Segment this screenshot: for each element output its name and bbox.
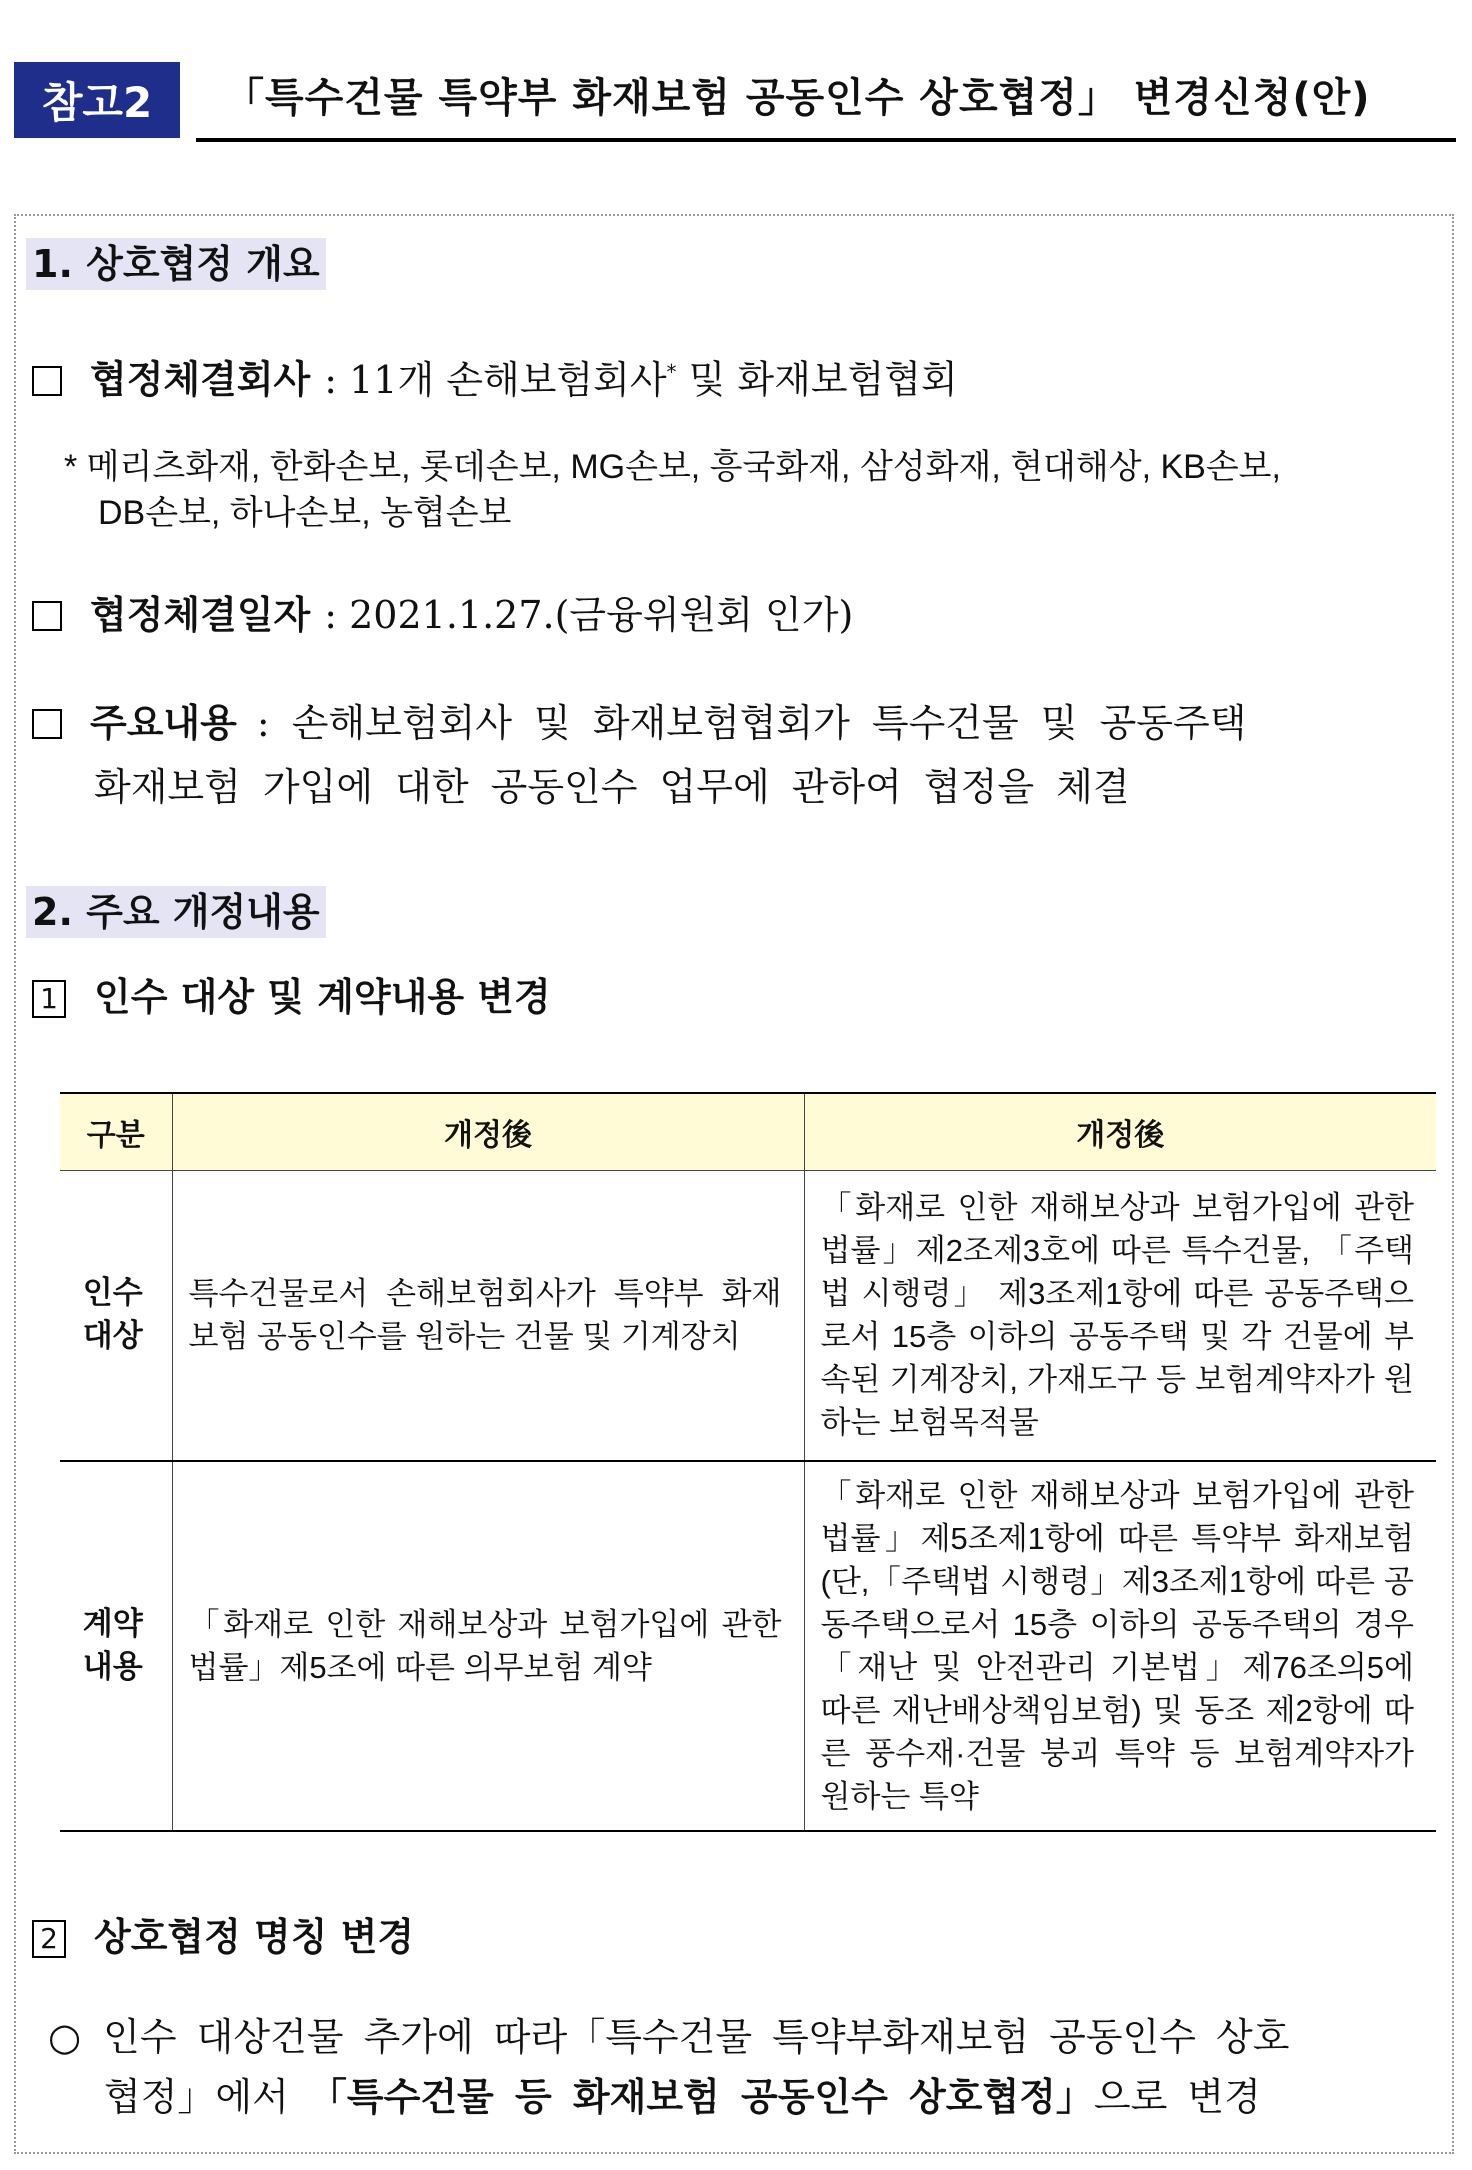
content-line1: : 손해보험회사 및 화재보험협회가 특수건물 및 공동주택 bbox=[256, 701, 1247, 745]
row-category: 인수 대상 bbox=[60, 1171, 172, 1461]
change-line2 bbox=[104, 2068, 1261, 2126]
table-header-row bbox=[60, 1093, 1436, 1171]
document-header bbox=[14, 54, 1454, 142]
col-header-after: 개정後 bbox=[804, 1093, 1436, 1171]
member-note-line2: DB손보, 하나손보, 농협손보 bbox=[98, 494, 512, 532]
section1-heading: 1. 상호협정 개요 bbox=[26, 238, 326, 290]
bullet-circle-icon: ○ bbox=[48, 2015, 82, 2059]
reference-badge: 참고2 bbox=[14, 62, 180, 138]
row-after-text: 「화재로 인한 재해보상과 보험가입에 관한 법률」제5조제1항에 따른 특약부 화재보험(단,「주택법 시행령」제3조제1항에 따른 공동주택으로서 15층 이하의 공동주택의 경우「재난 및 안전관리 기본법」제76조의5에 따른 재난배상책임보험) 및 동조 제2항에 따른 풍수재·건물 붕괴 특약 등 보험계약자가 원하는 특약 bbox=[804, 1461, 1436, 1831]
new-agreement-name: 「특수건물 등 화재보험 공동인수 상호협정」 bbox=[308, 2074, 1094, 2119]
sub2-heading bbox=[32, 1912, 414, 1962]
content-line2: 화재보험 가입에 대한 공동인수 업무에 관하여 협정을 체결 bbox=[94, 765, 1130, 809]
date-label: 협정체결일자 bbox=[90, 593, 311, 637]
member-note-line1: * 메리츠화재, 한화손보, 롯데손보, MG손보, 흥국화재, 삼성화재, 현대해상, KB손보, bbox=[64, 448, 1281, 486]
row-before-text: 특수건물로서 손해보험회사가 특약부 화재보험 공동인수를 원하는 건물 및 기계장치 bbox=[172, 1171, 804, 1461]
sub2-title: 상호협정 명칭 변경 bbox=[94, 1915, 415, 1959]
comparison-table bbox=[60, 1092, 1436, 1832]
row-after-text: 「화재로 인한 재해보상과 보험가입에 관한 법률」제2조제3호에 따른 특수건물, 「주택법 시행령」 제3조제1항에 따른 공동주택으로서 15층 이하의 공동주택 및 각 건물에 부속된 기계장치, 가재도구 등 보험계약자가 원하는 보험목적물 bbox=[804, 1171, 1436, 1461]
table-row bbox=[60, 1171, 1436, 1461]
number-box-icon: 2 bbox=[32, 1920, 66, 1958]
section2-heading: 2. 주요 개정내용 bbox=[26, 886, 326, 938]
checkbox-square-icon bbox=[32, 366, 62, 396]
checkbox-square-icon bbox=[32, 601, 62, 631]
parties-item bbox=[32, 347, 958, 405]
table-row bbox=[60, 1461, 1436, 1831]
number-box-icon: 1 bbox=[32, 980, 66, 1018]
change-line1-text: 인수 대상건물 추가에 따라「특수건물 특약부화재보험 공동인수 상호 bbox=[103, 2015, 1290, 2059]
row-before-text: 「화재로 인한 재해보상과 보험가입에 관한 법률」제5조에 따른 의무보험 계약 bbox=[172, 1461, 804, 1831]
checkbox-square-icon bbox=[32, 709, 62, 739]
parties-label: 협정체결회사 bbox=[90, 357, 311, 402]
sub1-heading bbox=[32, 972, 551, 1022]
parties-tail: 및 화재보험협회 bbox=[676, 357, 958, 402]
change-line1 bbox=[48, 2008, 1289, 2066]
row-category: 계약 내용 bbox=[60, 1461, 172, 1831]
sub1-title: 인수 대상 및 계약내용 변경 bbox=[94, 975, 551, 1019]
col-header-category: 구분 bbox=[60, 1093, 172, 1171]
content-label: 주요내용 bbox=[90, 701, 237, 745]
change-line2-suffix: 으로 변경 bbox=[1093, 2075, 1261, 2119]
parties-value: : 11개 손해보험회사 bbox=[324, 357, 667, 402]
col-header-before: 개정後 bbox=[172, 1093, 804, 1171]
document-title: 「특수건물 특약부 화재보험 공동인수 상호협정」 변경신청(안) bbox=[224, 75, 1371, 121]
date-value: : 2021.1.27.(금융위원회 인가) bbox=[324, 593, 854, 637]
parties-footnote-mark: * bbox=[666, 360, 677, 384]
date-item bbox=[32, 590, 853, 640]
title-underline bbox=[196, 138, 1456, 142]
change-line2-prefix: 협정」에서 bbox=[104, 2075, 309, 2119]
content-item bbox=[32, 698, 1246, 748]
